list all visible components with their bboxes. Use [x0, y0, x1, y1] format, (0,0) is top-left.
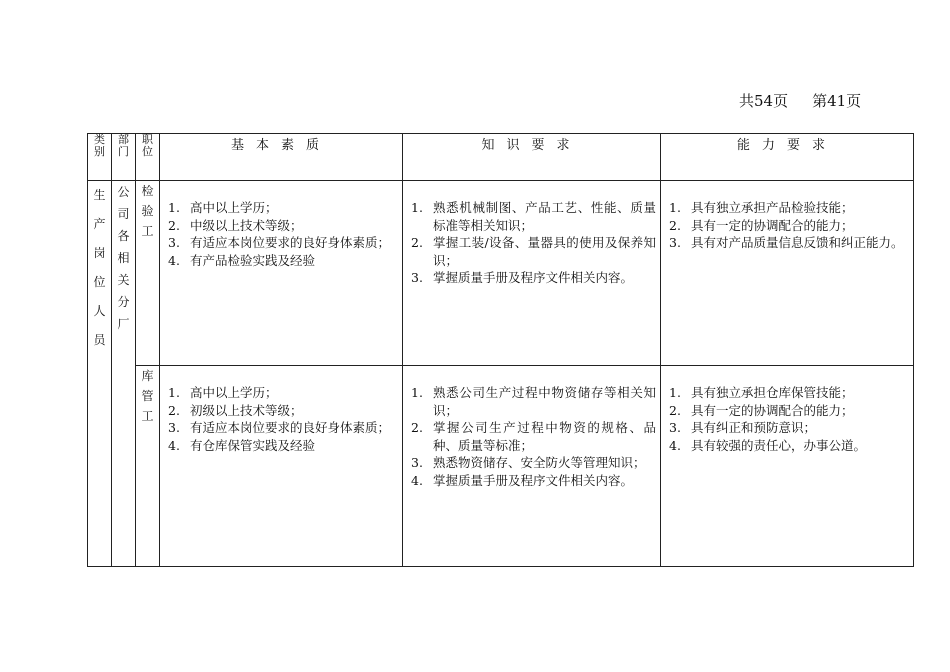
list-item: 2. 具有一定的协调配合的能力；	[669, 217, 854, 233]
list-item: 2. 掌握公司生产过程中物资的规格、品种、质量等标准；	[411, 420, 656, 453]
list-item: 2. 具有一定的协调配合的能力；	[669, 402, 854, 418]
ability-cell	[661, 181, 914, 366]
header-knowledge: 知识要求	[403, 134, 661, 181]
basic-quality-cell	[160, 181, 403, 366]
list-item: 4. 有产品检验实践及经验	[168, 252, 316, 268]
header-position: 职 位	[136, 134, 160, 181]
list-item: 1. 熟悉公司生产过程中物资储存等相关知识；	[411, 385, 656, 418]
page-number	[739, 90, 861, 111]
department-cell: 公 司 各 相 关 分 厂	[112, 181, 136, 567]
basic-quality-cell	[160, 366, 403, 567]
list-item: 3. 具有纠正和预防意识；	[669, 420, 817, 435]
list-item: 1. 具有独立承担产品检验技能；	[669, 200, 854, 215]
table-row	[88, 181, 914, 366]
list-item: 4. 掌握质量手册及程序文件相关内容。	[411, 472, 634, 488]
header-basic-quality: 基本素质	[160, 134, 403, 181]
category-cell: 生 产 岗 位 人 员	[88, 181, 112, 567]
ability-cell	[661, 366, 914, 567]
page-current: 第41页	[812, 92, 862, 110]
list-item: 1. 高中以上学历；	[168, 200, 278, 215]
header-department: 部 门	[112, 134, 136, 181]
table-row	[88, 366, 914, 567]
list-item: 3. 有适应本岗位要求的良好身体素质；	[168, 235, 391, 250]
list-item: 4. 有仓库保管实践及经验	[168, 437, 316, 453]
position-cell: 检 验 工	[136, 181, 160, 366]
list-item: 3. 掌握质量手册及程序文件相关内容。	[411, 270, 634, 285]
list-item: 4. 具有较强的责任心，办事公道。	[669, 437, 867, 453]
list-item: 3. 熟悉物资储存、安全防火等管理知识；	[411, 455, 646, 470]
list-item: 1. 具有独立承担仓库保管技能；	[669, 385, 854, 400]
list-item: 3. 有适应本岗位要求的良好身体素质；	[168, 420, 391, 435]
knowledge-cell	[403, 181, 661, 366]
list-item: 2. 初级以上技术等级；	[168, 402, 303, 418]
list-item: 2. 中级以上技术等级；	[168, 217, 303, 233]
header-category: 类 别	[88, 134, 112, 181]
list-item: 1. 高中以上学历；	[168, 385, 278, 400]
position-cell: 库 管 工	[136, 366, 160, 567]
job-requirements-table	[87, 133, 914, 567]
header-row	[88, 134, 914, 181]
list-item: 1. 熟悉机械制图、产品工艺、性能、质量标准等相关知识；	[411, 200, 656, 233]
header-ability: 能力要求	[661, 134, 914, 181]
list-item: 3. 具有对产品质量信息反馈和纠正能力。	[669, 235, 904, 250]
page-total: 共54页	[739, 92, 789, 110]
knowledge-cell	[403, 366, 661, 567]
list-item: 2. 掌握工装/设备、量器具的使用及保养知识；	[411, 235, 656, 268]
